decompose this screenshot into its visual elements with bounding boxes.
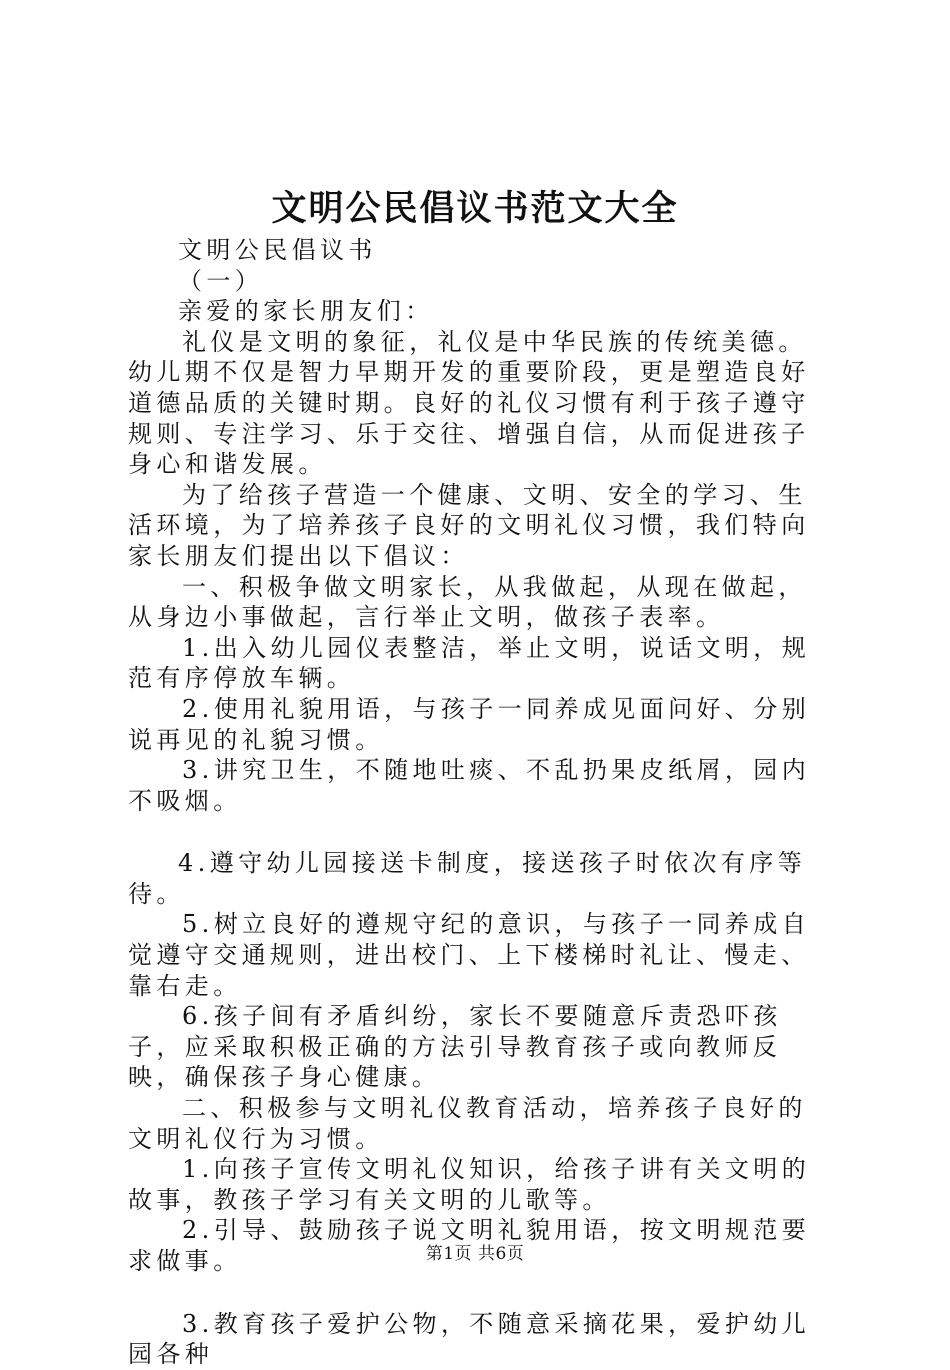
list-item: 2.引导、鼓励孩子说文明礼貌用语，按文明规范要求做事。	[128, 1216, 811, 1275]
document-title: 文明公民倡议书范文大全	[271, 188, 679, 229]
paragraph-gap	[128, 1277, 832, 1309]
list-item: 3.教育孩子爱护公物，不随意采摘花果，爱护幼儿园各种	[128, 1309, 811, 1369]
list-item: 5.树立良好的遵规守纪的意识，与孩子一同养成自觉遵守交通规则，进出校门、上下楼梯时礼让、慢走、靠右走。	[128, 910, 811, 1000]
list-item: 1.向孩子宣传文明礼仪知识，给孩子讲有关文明的故事，教孩子学习有关文明的儿歌等。	[128, 1155, 811, 1214]
list-item: 6.孩子间有矛盾纠纷，家长不要随意斥责恐吓孩子，应采取积极正确的方法引导教育孩子或向教师反映，确保孩子身心健康。	[128, 1002, 782, 1092]
document-body	[128, 235, 832, 1370]
list-item: 1.出入幼儿园仪表整洁，举止文明，说话文明，规范有序停放车辆。	[128, 633, 811, 693]
paragraph-salutation: 亲爱的家长朋友们：	[178, 297, 434, 326]
paragraph: 二、积极参与文明礼仪教育活动，培养孩子良好的文明礼仪行为习惯。	[128, 1094, 807, 1153]
paragraph: 一、积极争做文明家长，从我做起，从现在做起，从身边小事做起，言行举止文明，做孩子表率。	[128, 572, 807, 632]
paragraph: 礼仪是文明的象征，礼仪是中华民族的传统美德。幼儿期不仅是智力早期开发的重要阶段，更是塑造良好道德品质的关键时期。良好的礼仪习惯有利于孩子遵守规则、专注学习、乐于交往、增强自信，从而促进孩子身心和谐发展。	[128, 327, 810, 479]
list-item: 2.使用礼貌用语，与孩子一同养成见面问好、分别说再见的礼貌习惯。	[128, 694, 811, 754]
list-item: 4.遵守幼儿园接送卡制度，接送孩子时依次有序等待。	[128, 849, 807, 908]
page-number-footer: 第1页 共6页	[425, 1244, 525, 1264]
paragraph-section-number: （一）	[178, 266, 264, 295]
list-item: 3.讲究卫生，不随地吐痰、不乱扔果皮纸屑，园内不吸烟。	[128, 756, 811, 815]
paragraph-gap	[128, 816, 832, 848]
paragraph-subtitle: 文明公民倡议书	[178, 236, 377, 264]
paragraph: 为了给孩子营造一个健康、文明、安全的学习、生活环境，为了培养孩子良好的文明礼仪习惯，我们特向家长朋友们提出以下倡议：	[128, 480, 810, 570]
